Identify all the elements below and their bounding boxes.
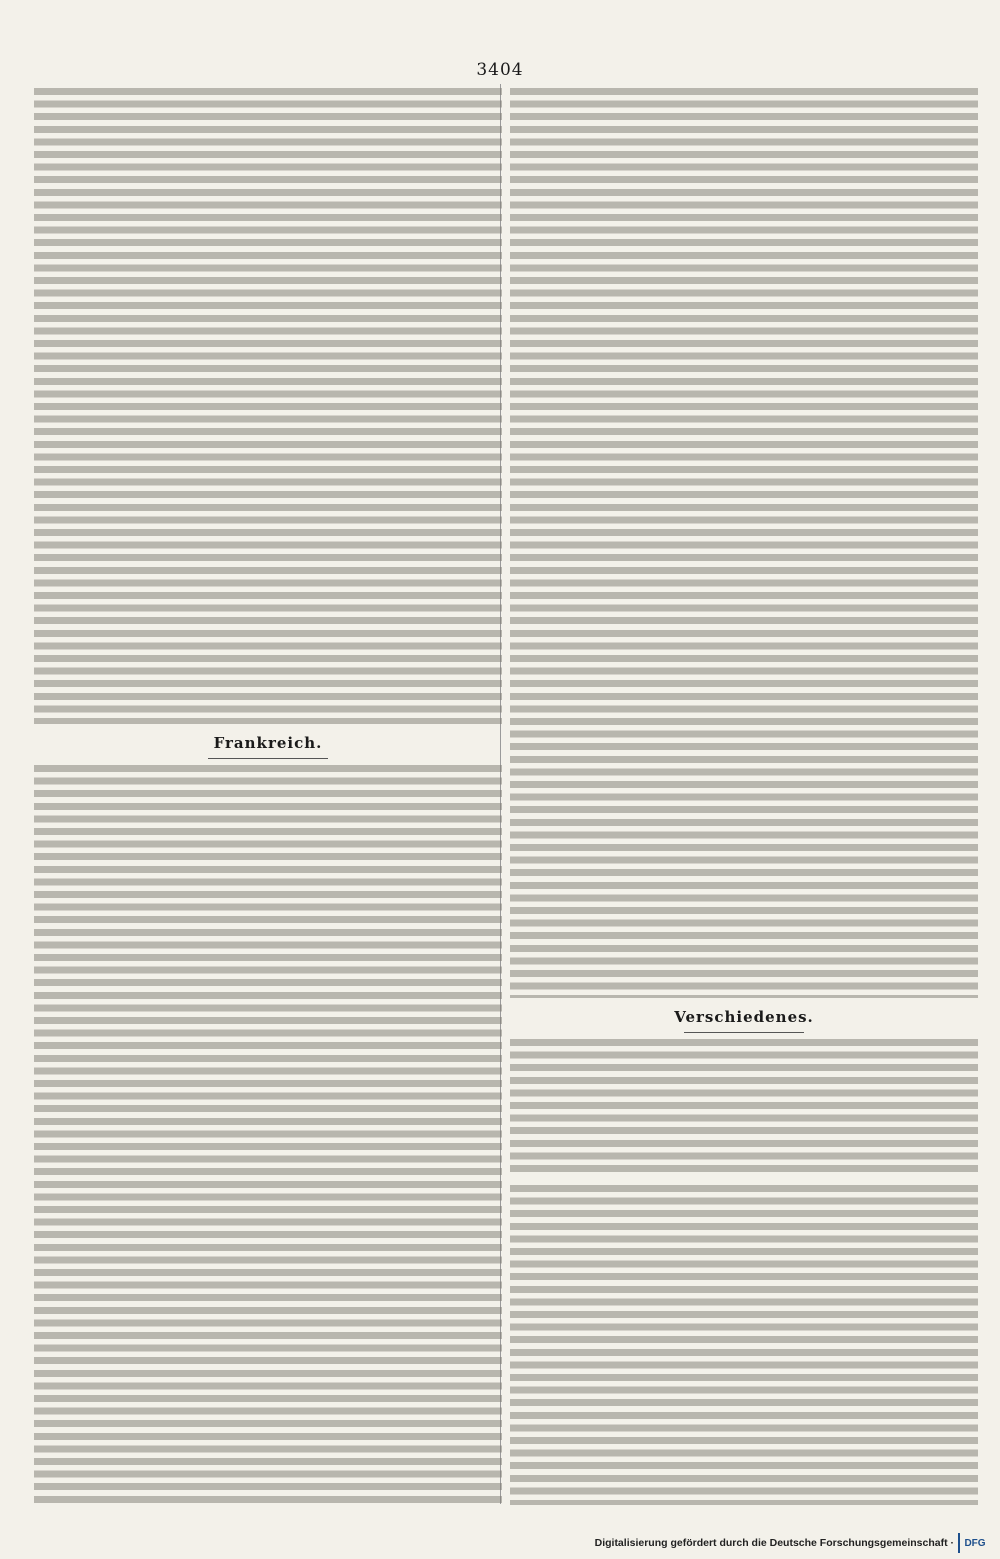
right-column	[510, 88, 978, 1505]
footer-credit: Digitalisierung gefördert durch die Deutsche Forschungsgemeinschaft ·	[594, 1537, 954, 1549]
article-body	[510, 1039, 978, 1175]
section-heading-frankreich: Frankreich.	[34, 734, 502, 759]
page-number: 3404	[476, 60, 524, 80]
article-body	[510, 1185, 978, 1505]
section-divider	[684, 1032, 804, 1033]
section-heading-verschiedenes: Verschiedenes.	[510, 1008, 978, 1033]
footer	[0, 1528, 1000, 1559]
article-body	[510, 88, 978, 998]
left-column	[34, 88, 502, 1505]
article-body	[34, 765, 502, 1505]
dfg-logo: DFG	[958, 1533, 990, 1553]
section-divider	[208, 758, 328, 759]
article-body	[34, 88, 502, 724]
